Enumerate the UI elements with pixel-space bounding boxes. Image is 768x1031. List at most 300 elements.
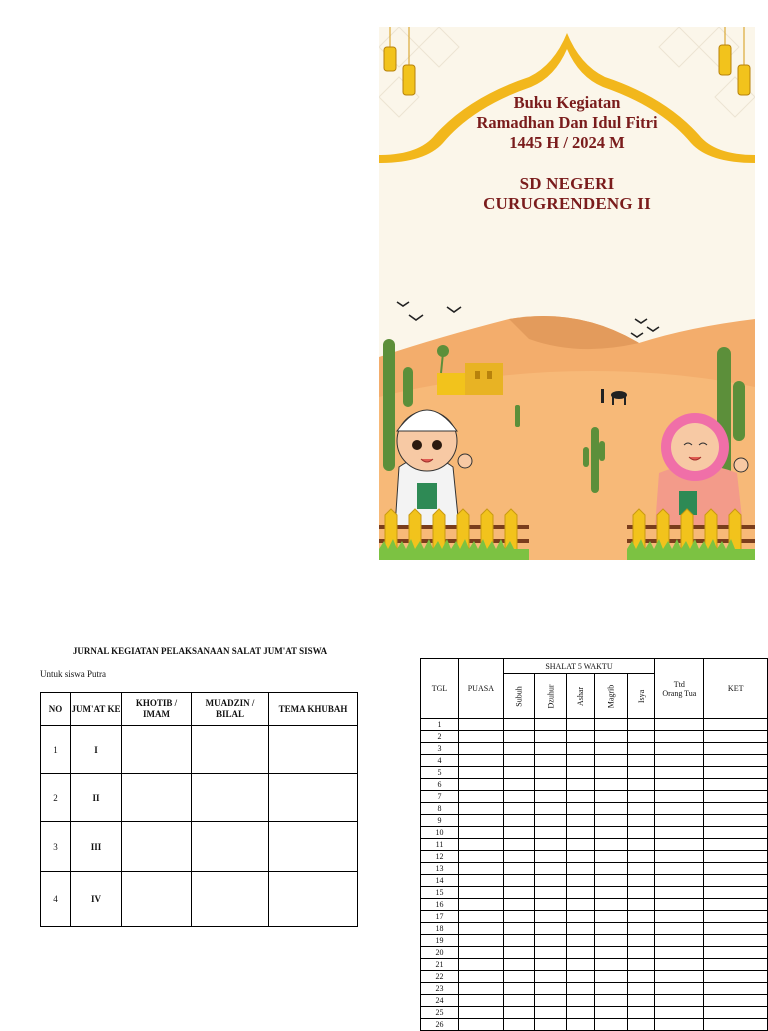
cell-empty xyxy=(567,899,595,911)
cell-empty xyxy=(567,911,595,923)
cell-empty xyxy=(655,839,704,851)
cell-empty xyxy=(704,791,768,803)
header-ttd-line: Ttd xyxy=(673,679,685,689)
cell-empty xyxy=(595,983,628,995)
header-ashar xyxy=(567,674,595,719)
cell-tgl: 5 xyxy=(421,767,459,779)
cell-empty xyxy=(459,995,504,1007)
cell-empty xyxy=(595,995,628,1007)
cell-empty xyxy=(503,827,535,839)
cell-empty xyxy=(595,755,628,767)
cell-empty xyxy=(503,935,535,947)
cell-tgl: 10 xyxy=(421,827,459,839)
cell-empty xyxy=(595,911,628,923)
cell-empty xyxy=(535,923,567,935)
cell-empty xyxy=(503,719,535,731)
cell-empty xyxy=(704,719,768,731)
cell-empty xyxy=(595,839,628,851)
cell-empty xyxy=(628,779,655,791)
cell-empty xyxy=(459,971,504,983)
cell-empty xyxy=(567,887,595,899)
cell-muadzin xyxy=(192,774,269,822)
cell-empty xyxy=(628,995,655,1007)
cell-empty xyxy=(535,947,567,959)
cell-empty xyxy=(535,983,567,995)
table-row xyxy=(421,887,768,899)
cell-empty xyxy=(503,767,535,779)
cell-empty xyxy=(503,947,535,959)
cell-empty xyxy=(595,863,628,875)
cell-jumat-ke: I xyxy=(71,726,122,774)
table-row xyxy=(421,911,768,923)
cell-empty xyxy=(535,827,567,839)
cell-empty xyxy=(628,1019,655,1031)
cell-empty xyxy=(567,731,595,743)
jurnal-title: JURNAL KEGIATAN PELAKSANAAN SALAT JUM'AT SISWA xyxy=(72,646,328,656)
cell-empty xyxy=(567,1007,595,1019)
header-no: NO xyxy=(41,693,71,726)
cell-empty xyxy=(655,755,704,767)
cell-empty xyxy=(628,767,655,779)
cell-empty xyxy=(535,899,567,911)
book-cover xyxy=(379,27,755,560)
cell-empty xyxy=(595,887,628,899)
header-isya xyxy=(628,674,655,719)
cell-empty xyxy=(628,947,655,959)
cell-empty xyxy=(704,923,768,935)
cell-empty xyxy=(628,983,655,995)
cell-empty xyxy=(535,971,567,983)
cell-empty xyxy=(655,959,704,971)
cell-empty xyxy=(535,875,567,887)
cell-no: 3 xyxy=(41,822,71,872)
table-row xyxy=(421,743,768,755)
cell-empty xyxy=(459,815,504,827)
cell-empty xyxy=(655,803,704,815)
cell-empty xyxy=(628,875,655,887)
cell-tgl: 2 xyxy=(421,731,459,743)
cell-empty xyxy=(535,767,567,779)
cell-empty xyxy=(655,851,704,863)
header-shalat-group: SHALAT 5 WAKTU xyxy=(503,659,655,674)
cell-empty xyxy=(628,899,655,911)
cell-empty xyxy=(704,935,768,947)
table-row xyxy=(421,719,768,731)
cell-tgl: 20 xyxy=(421,947,459,959)
cell-empty xyxy=(655,911,704,923)
cell-no: 1 xyxy=(41,726,71,774)
cell-empty xyxy=(628,743,655,755)
cell-empty xyxy=(459,911,504,923)
cell-empty xyxy=(628,839,655,851)
cell-empty xyxy=(655,923,704,935)
cell-empty xyxy=(704,887,768,899)
header-ttd-line: Orang Tua xyxy=(662,688,697,698)
cell-empty xyxy=(628,851,655,863)
prayer-label: Dzuhur xyxy=(546,684,556,708)
table-row xyxy=(421,959,768,971)
cell-empty xyxy=(628,959,655,971)
jurnal-subtitle: Untuk siswa Putra xyxy=(40,669,106,679)
cell-empty xyxy=(628,731,655,743)
cell-empty xyxy=(459,731,504,743)
header-muadzin: MUADZIN / BILAL xyxy=(192,693,269,726)
cell-tgl: 6 xyxy=(421,779,459,791)
table-header-row xyxy=(41,693,358,726)
cell-empty xyxy=(535,887,567,899)
cell-empty xyxy=(628,791,655,803)
cell-empty xyxy=(628,935,655,947)
cell-empty xyxy=(655,731,704,743)
cell-empty xyxy=(567,791,595,803)
cell-empty xyxy=(535,935,567,947)
cell-empty xyxy=(535,779,567,791)
cell-empty xyxy=(704,815,768,827)
table-row xyxy=(421,971,768,983)
cell-empty xyxy=(704,779,768,791)
cell-tgl: 3 xyxy=(421,743,459,755)
cell-empty xyxy=(704,839,768,851)
cell-empty xyxy=(459,875,504,887)
cell-empty xyxy=(459,959,504,971)
cell-khotib xyxy=(122,872,192,927)
cell-empty xyxy=(628,719,655,731)
cell-empty xyxy=(628,815,655,827)
header-tema: TEMA KHUBAH xyxy=(269,693,358,726)
cell-empty xyxy=(503,983,535,995)
table-row xyxy=(41,726,358,774)
cell-empty xyxy=(503,839,535,851)
cover-school-name xyxy=(379,174,755,214)
cell-empty xyxy=(595,1007,628,1019)
cell-empty xyxy=(503,863,535,875)
cell-empty xyxy=(459,887,504,899)
cell-empty xyxy=(459,839,504,851)
cover-title-line: Ramadhan Dan Idul Fitri xyxy=(476,113,658,132)
cell-empty xyxy=(704,803,768,815)
jumat-table xyxy=(40,692,358,927)
cell-empty xyxy=(459,755,504,767)
cell-empty xyxy=(704,827,768,839)
cell-tgl: 15 xyxy=(421,887,459,899)
cell-empty xyxy=(535,719,567,731)
cell-tgl: 17 xyxy=(421,911,459,923)
cell-empty xyxy=(459,935,504,947)
cell-empty xyxy=(595,731,628,743)
cell-empty xyxy=(704,983,768,995)
table-row xyxy=(421,935,768,947)
cell-empty xyxy=(459,803,504,815)
cell-muadzin xyxy=(192,872,269,927)
cell-empty xyxy=(459,827,504,839)
cover-title xyxy=(379,93,755,153)
table-row xyxy=(421,731,768,743)
cell-empty xyxy=(567,779,595,791)
cell-empty xyxy=(567,827,595,839)
cell-empty xyxy=(503,923,535,935)
cell-tgl: 18 xyxy=(421,923,459,935)
table-row xyxy=(421,791,768,803)
table-row xyxy=(421,1007,768,1019)
table-row xyxy=(41,822,358,872)
header-khotib: KHOTIB / IMAM xyxy=(122,693,192,726)
header-dzuhur xyxy=(535,674,567,719)
cell-empty xyxy=(704,875,768,887)
cell-empty xyxy=(595,935,628,947)
school-line: CURUGRENDENG II xyxy=(483,194,651,213)
cell-empty xyxy=(567,839,595,851)
cell-empty xyxy=(628,971,655,983)
cell-muadzin xyxy=(192,822,269,872)
table-row xyxy=(421,863,768,875)
cell-tema xyxy=(269,872,358,927)
cell-empty xyxy=(503,887,535,899)
cell-tema xyxy=(269,822,358,872)
cell-empty xyxy=(655,779,704,791)
cell-empty xyxy=(655,767,704,779)
table-row xyxy=(421,827,768,839)
cell-empty xyxy=(567,947,595,959)
cell-empty xyxy=(459,1019,504,1031)
table-header-row xyxy=(421,659,768,674)
cell-empty xyxy=(503,803,535,815)
cell-jumat-ke: II xyxy=(71,774,122,822)
cell-empty xyxy=(567,815,595,827)
cell-empty xyxy=(595,815,628,827)
cell-empty xyxy=(655,863,704,875)
cell-khotib xyxy=(122,774,192,822)
cell-empty xyxy=(535,863,567,875)
cell-empty xyxy=(704,851,768,863)
table-row xyxy=(421,875,768,887)
cell-khotib xyxy=(122,726,192,774)
cell-empty xyxy=(595,791,628,803)
cell-empty xyxy=(595,923,628,935)
cell-empty xyxy=(704,947,768,959)
cell-empty xyxy=(503,815,535,827)
table-row xyxy=(421,839,768,851)
cell-jumat-ke: IV xyxy=(71,872,122,927)
cell-muadzin xyxy=(192,726,269,774)
cell-empty xyxy=(704,755,768,767)
cell-tgl: 8 xyxy=(421,803,459,815)
cell-empty xyxy=(567,719,595,731)
cell-empty xyxy=(704,1019,768,1031)
header-subuh xyxy=(503,674,535,719)
cell-tgl: 1 xyxy=(421,719,459,731)
school-line: SD NEGERI xyxy=(519,174,615,193)
cell-no: 4 xyxy=(41,872,71,927)
cell-empty xyxy=(459,791,504,803)
prayer-label: Ashar xyxy=(576,686,586,706)
cell-tgl: 23 xyxy=(421,983,459,995)
cell-empty xyxy=(459,767,504,779)
cell-tema xyxy=(269,726,358,774)
cell-tema xyxy=(269,774,358,822)
cell-empty xyxy=(503,755,535,767)
cell-empty xyxy=(628,923,655,935)
cell-empty xyxy=(704,995,768,1007)
cell-tgl: 11 xyxy=(421,839,459,851)
cell-empty xyxy=(628,887,655,899)
cell-empty xyxy=(459,947,504,959)
cell-tgl: 24 xyxy=(421,995,459,1007)
cell-empty xyxy=(704,911,768,923)
table-row xyxy=(41,872,358,927)
cell-empty xyxy=(704,1007,768,1019)
cell-tgl: 4 xyxy=(421,755,459,767)
cell-empty xyxy=(595,1019,628,1031)
cell-empty xyxy=(535,731,567,743)
prayer-label: Isya xyxy=(636,689,646,703)
table-row xyxy=(421,803,768,815)
cell-tgl: 26 xyxy=(421,1019,459,1031)
cell-empty xyxy=(459,851,504,863)
shalat-table-body xyxy=(421,719,768,1031)
header-puasa: PUASA xyxy=(459,659,504,719)
cell-empty xyxy=(628,827,655,839)
table-row xyxy=(421,1019,768,1031)
table-row xyxy=(421,995,768,1007)
cell-empty xyxy=(535,1019,567,1031)
cell-empty xyxy=(655,935,704,947)
cell-empty xyxy=(535,839,567,851)
cell-empty xyxy=(595,767,628,779)
cell-empty xyxy=(655,815,704,827)
cell-empty xyxy=(595,947,628,959)
cell-empty xyxy=(595,719,628,731)
cell-empty xyxy=(567,971,595,983)
cell-empty xyxy=(567,959,595,971)
cell-empty xyxy=(655,887,704,899)
cell-jumat-ke: III xyxy=(71,822,122,872)
cell-empty xyxy=(655,1019,704,1031)
cell-empty xyxy=(655,743,704,755)
cell-empty xyxy=(567,995,595,1007)
cell-empty xyxy=(595,743,628,755)
cell-empty xyxy=(459,899,504,911)
cell-tgl: 13 xyxy=(421,863,459,875)
cell-empty xyxy=(628,1007,655,1019)
cover-title-line: Buku Kegiatan xyxy=(513,93,621,112)
cell-empty xyxy=(503,995,535,1007)
cell-empty xyxy=(535,743,567,755)
table-row xyxy=(421,779,768,791)
cell-empty xyxy=(459,923,504,935)
cell-empty xyxy=(535,815,567,827)
table-row xyxy=(421,767,768,779)
cell-empty xyxy=(459,1007,504,1019)
cell-empty xyxy=(655,947,704,959)
cell-empty xyxy=(567,803,595,815)
cell-tgl: 14 xyxy=(421,875,459,887)
cell-empty xyxy=(595,875,628,887)
cell-tgl: 9 xyxy=(421,815,459,827)
cell-empty xyxy=(704,731,768,743)
cell-empty xyxy=(655,875,704,887)
cell-empty xyxy=(655,1007,704,1019)
cell-empty xyxy=(535,803,567,815)
header-magrib xyxy=(595,674,628,719)
cell-empty xyxy=(655,899,704,911)
cell-empty xyxy=(503,959,535,971)
cell-empty xyxy=(567,923,595,935)
cell-empty xyxy=(704,743,768,755)
cell-empty xyxy=(567,851,595,863)
table-row xyxy=(421,983,768,995)
prayer-label: Subuh xyxy=(514,685,524,707)
cell-empty xyxy=(567,875,595,887)
header-ttd xyxy=(655,659,704,719)
table-row xyxy=(421,899,768,911)
cell-empty xyxy=(704,767,768,779)
cell-empty xyxy=(628,803,655,815)
cell-tgl: 25 xyxy=(421,1007,459,1019)
cell-tgl: 12 xyxy=(421,851,459,863)
table-row xyxy=(421,755,768,767)
cell-empty xyxy=(595,803,628,815)
cell-empty xyxy=(535,791,567,803)
cell-tgl: 16 xyxy=(421,899,459,911)
cell-empty xyxy=(503,1007,535,1019)
cell-tgl: 19 xyxy=(421,935,459,947)
cell-empty xyxy=(503,779,535,791)
table-row xyxy=(421,851,768,863)
cell-empty xyxy=(503,791,535,803)
cell-empty xyxy=(655,719,704,731)
cell-empty xyxy=(628,863,655,875)
cell-empty xyxy=(595,851,628,863)
cell-empty xyxy=(595,779,628,791)
cell-empty xyxy=(704,899,768,911)
cell-empty xyxy=(595,827,628,839)
cell-tgl: 7 xyxy=(421,791,459,803)
cell-empty xyxy=(459,983,504,995)
cell-empty xyxy=(628,755,655,767)
cell-empty xyxy=(655,995,704,1007)
cell-empty xyxy=(503,971,535,983)
cell-empty xyxy=(567,983,595,995)
cell-empty xyxy=(567,1019,595,1031)
cell-empty xyxy=(655,827,704,839)
cell-empty xyxy=(459,743,504,755)
table-row xyxy=(421,923,768,935)
cell-empty xyxy=(704,971,768,983)
cell-empty xyxy=(459,719,504,731)
header-jumat-ke: JUM'AT KE xyxy=(71,693,122,726)
cell-empty xyxy=(595,971,628,983)
cell-tgl: 22 xyxy=(421,971,459,983)
cell-empty xyxy=(503,851,535,863)
prayer-label: Magrib xyxy=(606,684,616,708)
cell-empty xyxy=(628,911,655,923)
table-row xyxy=(421,815,768,827)
header-tgl: TGL xyxy=(421,659,459,719)
cell-empty xyxy=(567,755,595,767)
cell-empty xyxy=(535,755,567,767)
table-row xyxy=(41,774,358,822)
shalat-table xyxy=(420,658,768,1031)
cell-empty xyxy=(535,995,567,1007)
cell-empty xyxy=(595,959,628,971)
cell-empty xyxy=(535,1007,567,1019)
cell-empty xyxy=(503,875,535,887)
cell-empty xyxy=(704,959,768,971)
cover-title-line: 1445 H / 2024 M xyxy=(509,133,625,152)
cell-tgl: 21 xyxy=(421,959,459,971)
cell-empty xyxy=(535,851,567,863)
cell-empty xyxy=(503,899,535,911)
